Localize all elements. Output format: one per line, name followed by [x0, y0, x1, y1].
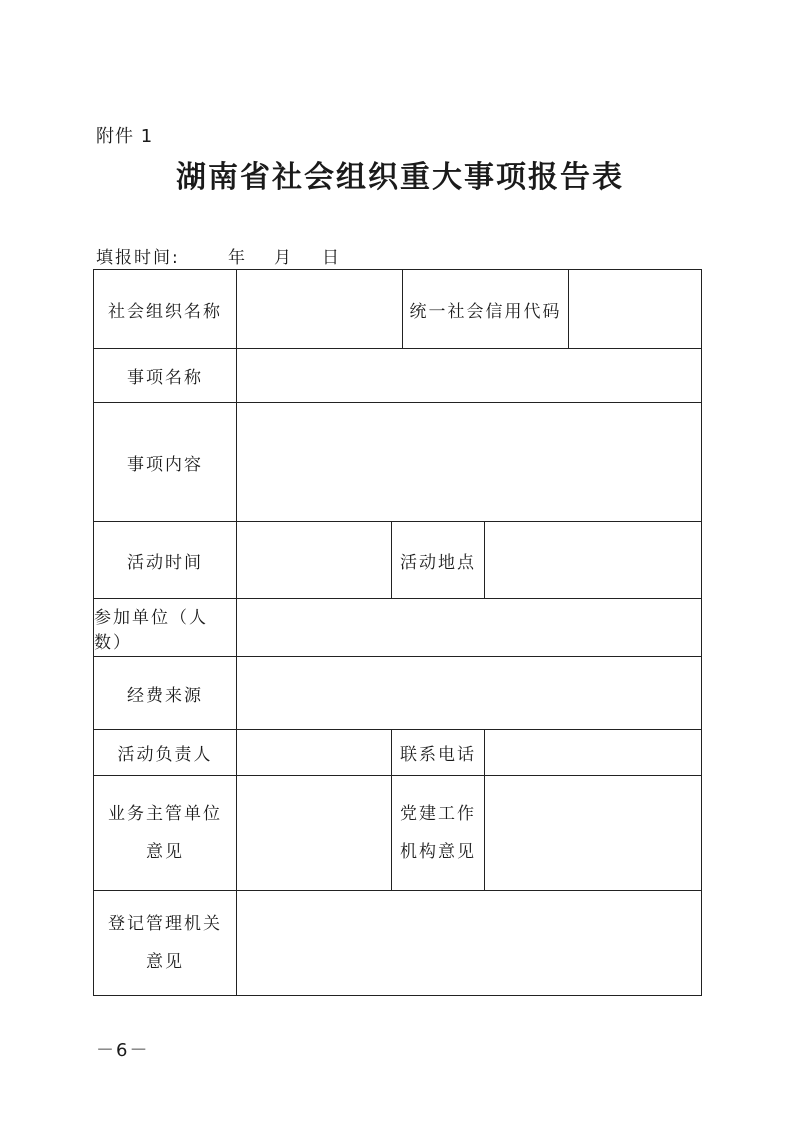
- item-content-value-cell[interactable]: [237, 403, 702, 522]
- item-content-label: 事项内容: [94, 403, 237, 522]
- page-title: 湖南省社会组织重大事项报告表: [176, 160, 624, 195]
- participants-value-cell[interactable]: [237, 599, 702, 657]
- supervisor-opinion-label: [94, 776, 237, 891]
- table-row: [94, 349, 702, 403]
- registration-opinion-value-cell[interactable]: [237, 891, 702, 996]
- item-name-label: 事项名称: [94, 349, 237, 403]
- table-row: [94, 599, 702, 657]
- org-name-label: 社会组织名称: [94, 270, 237, 349]
- activity-time-label: 活动时间: [94, 522, 237, 599]
- month-label: 月: [274, 248, 293, 268]
- contact-phone-value-cell[interactable]: [485, 730, 702, 776]
- activity-place-value-cell[interactable]: [485, 522, 702, 599]
- supervisor-opinion-line-2: 意见: [146, 842, 184, 862]
- org-name-value-cell[interactable]: [237, 270, 403, 349]
- year-label: 年: [228, 248, 247, 268]
- activity-time-value-cell[interactable]: [237, 522, 392, 599]
- fill-date-label: 填报时间:: [96, 248, 180, 268]
- item-name-value-cell[interactable]: [237, 349, 702, 403]
- party-opinion-line-1: 党建工作: [400, 804, 476, 824]
- party-opinion-value-cell[interactable]: [485, 776, 702, 891]
- attachment-label: 附件 1: [96, 126, 154, 147]
- day-label: 日: [322, 248, 341, 268]
- page-number: －6－: [96, 1040, 150, 1061]
- participants-label: 参加单位（人数）: [94, 599, 237, 657]
- registration-opinion-line-2: 意见: [146, 952, 184, 972]
- table-row: [94, 730, 702, 776]
- table-row: [94, 403, 702, 522]
- fill-date-line: [96, 243, 341, 268]
- activity-place-label: 活动地点: [392, 522, 485, 599]
- table-row: [94, 776, 702, 891]
- table-row: [94, 270, 702, 349]
- table-row: [94, 657, 702, 730]
- registration-opinion-line-1: 登记管理机关: [108, 914, 222, 934]
- credit-code-value-cell[interactable]: [569, 270, 702, 349]
- funding-source-value-cell[interactable]: [237, 657, 702, 730]
- credit-code-label: 统一社会信用代码: [403, 270, 569, 349]
- supervisor-opinion-line-1: 业务主管单位: [108, 804, 222, 824]
- funding-source-label: 经费来源: [94, 657, 237, 730]
- registration-opinion-label: [94, 891, 237, 996]
- table-row: [94, 522, 702, 599]
- table-row: [94, 891, 702, 996]
- report-form-table: [93, 269, 702, 996]
- contact-phone-label: 联系电话: [392, 730, 485, 776]
- activity-leader-value-cell[interactable]: [237, 730, 392, 776]
- party-opinion-label: [392, 776, 485, 891]
- activity-leader-label: 活动负责人: [94, 730, 237, 776]
- party-opinion-line-2: 机构意见: [400, 842, 476, 862]
- supervisor-opinion-value-cell[interactable]: [237, 776, 392, 891]
